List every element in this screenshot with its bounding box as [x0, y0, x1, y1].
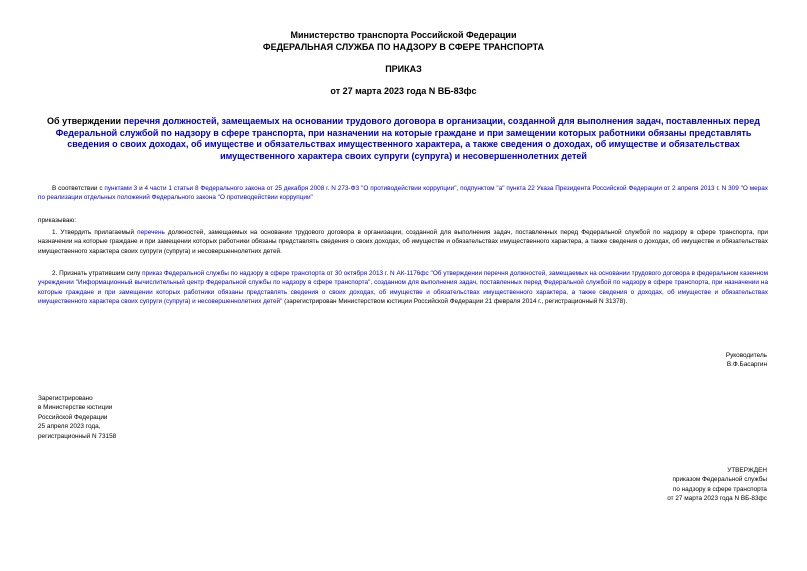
- approved-line-2: приказом Федеральной службы: [672, 476, 767, 484]
- signature-block: [726, 351, 767, 370]
- approved-block: [667, 466, 767, 504]
- approved-line-4: от 27 марта 2023 года N ВБ-83фс: [667, 495, 767, 503]
- service-name: ФЕДЕРАЛЬНАЯ СЛУЖБА ПО НАДЗОРУ В СФЕРЕ ТРАНСПОРТА: [262, 42, 545, 52]
- title-prefix: Об утверждении: [47, 116, 124, 126]
- preamble-text-1: В соответствии с: [52, 185, 105, 192]
- item-1-link[interactable]: перечень: [137, 229, 165, 236]
- preamble-paragraph: [38, 184, 768, 203]
- item-2-paragraph: [38, 269, 768, 307]
- registration-line-5: регистрационный N 73158: [38, 432, 117, 440]
- approved-line-1: УТВЕРЖДЕН: [727, 467, 767, 474]
- preamble-link-1[interactable]: пунктами 3: [104, 185, 138, 192]
- registration-line-4: 25 апреля 2023 года,: [38, 423, 101, 431]
- title-link[interactable]: перечня должностей, замещаемых на основании трудового договора в организации, созданной для выполнения задач, поставленных перед Федеральной службой по надзору в сфере транспорта, при назначении на которые граждане и при замещении которых работники обязаны представлять сведения о своих доходах, об имуществе и обязательствах имущественного характера, а также сведения о доходах, об имуществе и обязательствах имущественного характера своих супруги (супруга) и несовершеннолетних детей: [55, 116, 760, 161]
- item-2-link[interactable]: приказ Федеральной службы по надзору в сфере транспорта от 30 октября 2013 г. N АК-1176фс "Об утверждении перечня должностей, замещаемых на основании трудового договора в федеральном казенном учреждении "Информационный вычислительный центр Федеральной службы по надзору в сфере транспорта", созданном для выполнения задач, поставленных перед Федеральной службой по надзору в сфере транспорта, при назначении на которые граждане и при замещении которых работники обязаны представлять сведения о своих доходах, об имуществе и обязательствах имущественного характера, а также сведения о доходах, об имуществе и обязательствах имущественного характера своих супруги (супруга) и несовершеннолетних детей": [38, 270, 768, 306]
- item-2-text-1: 2. Признать утратившим силу: [52, 270, 143, 277]
- order-word: приказываю:: [38, 217, 76, 224]
- item-1-paragraph: [38, 228, 768, 256]
- ministry-name: Министерство транспорта Российской Федерации: [290, 30, 517, 40]
- preamble-link-3[interactable]: подпунктом "а" пункта 22 Указа Президента Российской Федерации от 2 апреля 2013 г. N 309 "О мерах по реализации отдельных положений Федерального закона "О противодействии коррупции": [38, 185, 768, 202]
- doc-type: ПРИКАЗ: [385, 64, 422, 74]
- registration-block: [38, 394, 116, 441]
- doc-date-number: от 27 марта 2023 года N ВБ-83фс: [330, 86, 477, 96]
- signature-name: В.Ф.Басаргин: [726, 361, 767, 369]
- approved-line-3: по надзору в сфере транспорта: [672, 485, 767, 493]
- registration-line-1: Зарегистрировано: [38, 395, 93, 402]
- preamble-text-3: ,: [456, 185, 461, 192]
- item-1-text-1: 1. Утвердить прилагаемый: [52, 229, 138, 236]
- item-2-text-2: (зарегистрирован Министерством юстиции Российской Федерации 21 февраля 2014 г., регистрационный N 31378).: [282, 298, 628, 306]
- preamble-text-2: и: [137, 185, 145, 192]
- registration-line-3: Российской Федерации: [38, 413, 108, 421]
- document-title: [40, 116, 767, 162]
- signature-position: Руководитель: [725, 352, 767, 359]
- registration-line-2: в Министерстве юстиции: [38, 404, 113, 412]
- preamble-link-2[interactable]: 4 части 1 статьи 8 Федерального закона от 25 декабря 2008 г. N 273-ФЗ "О противодействии коррупции": [144, 185, 457, 192]
- item-1-text-2: должностей, замещаемых на основании трудового договора в организации, созданной для выполнения задач, поставленных перед Федеральной службой по надзору в сфере транспорта, при назначении на которые граждане и при замещении которых работники обязаны представлять сведения о своих доходах, об имуществе и обязательствах имущественного характера, а также сведения о доходах, об имуществе и обязательствах имущественного характера своих супруги (супруга) и несовершеннолетних детей.: [38, 229, 768, 255]
